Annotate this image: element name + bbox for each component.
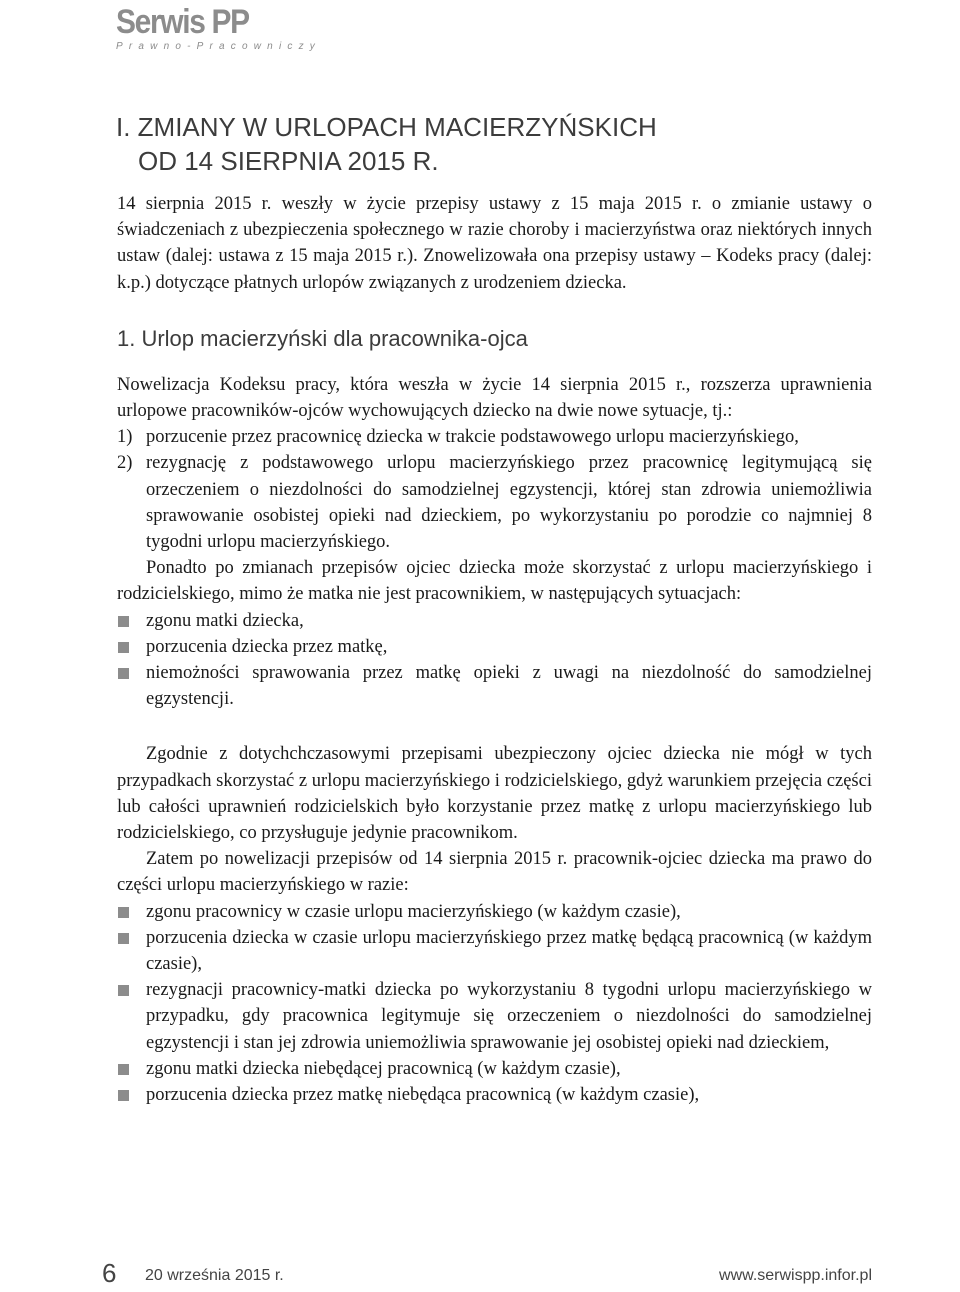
paragraph-4: Zatem po nowelizacji przepisów od 14 sierpnia 2015 r. pracownik-ojciec dziecka ma prawo do części urlopu macierzyńskiego w razie:	[117, 849, 872, 896]
intro-paragraph: 14 sierpnia 2015 r. weszły w życie przepisy ustawy z 15 maja 2015 r. o zmianie ustawy o świadczeniach z ubezpieczenia społecznego w razie choroby i macierzyństwa oraz niektórych innych ustaw (dalej: ustawa z 15 maja 2015 r.). Znowelizowała ona przepisy ustawy – Kodeks pracy (dalej: k.p.) dotyczące płatnych urlopów związanych z urodzeniem dziecka.	[117, 194, 872, 293]
bullet-text: zgonu matki dziecka,	[146, 610, 304, 631]
article-body	[117, 191, 872, 1108]
bullet-item	[117, 925, 872, 977]
bullet-item	[117, 977, 872, 1056]
bullet-item	[117, 899, 872, 925]
bullet-item	[117, 1056, 872, 1082]
logo-title: Serwis PP	[116, 3, 249, 41]
paragraph-2: Ponadto po zmianach przepisów ojciec dziecka może skorzystać z urlopu macierzyńskiego i rodzicielskiego, mimo że matka nie jest pracownikiem, w następujących sytuacjach:	[117, 558, 872, 605]
numbered-item	[117, 450, 872, 555]
square-bullet-icon	[118, 907, 129, 918]
square-bullet-icon	[118, 642, 129, 653]
paragraph-1: Nowelizacja Kodeksu pracy, która weszła w życie 14 sierpnia 2015 r., rozszerza uprawnienia urlopowe pracowników-ojców wychowujących dziecko na dwie nowe sytuacje, tj.:	[117, 374, 872, 422]
bullet-text: zgonu pracownicy w czasie urlopu macierzyńskiego (w każdym czasie),	[146, 901, 681, 922]
item-number: 1)	[117, 427, 133, 448]
square-bullet-icon	[118, 668, 129, 679]
section-title	[116, 110, 657, 178]
square-bullet-icon	[118, 1064, 129, 1075]
bullet-item	[117, 634, 872, 660]
issue-date: 20 września 2015 r.	[145, 1267, 284, 1284]
page-number: 6	[102, 1258, 117, 1288]
item-number: 2)	[117, 453, 133, 474]
bullet-text: zgonu matki dziecka niebędącej pracownicą (w każdym czasie),	[146, 1058, 621, 1079]
website-url: www.serwispp.infor.pl	[719, 1267, 872, 1284]
bullet-item	[117, 1082, 872, 1108]
bullet-item	[117, 608, 872, 634]
section-title-line2: OD 14 SIERPNIA 2015 R.	[138, 146, 439, 176]
bullet-item	[117, 660, 872, 712]
bullet-text: porzucenia dziecka w czasie urlopu macierzyńskiego przez matkę będącą pracownicą (w każdym czasie),	[146, 927, 872, 975]
paragraph-3: Zgodnie z dotychchczasowymi przepisami ubezpieczony ojciec dziecka nie mógł w tych przypadkach skorzystać z urlopu macierzyńskiego i rodzicielskiego, gdyż warunkiem przejęcia części lub całości uprawnień rodzicielskich było korzystanie przez matkę z urlopu macierzyńskiego lub rodzicielskiego, co przysługuje jedynie pracownikom.	[117, 744, 872, 844]
item-text: porzucenie przez pracownicę dziecka w trakcie podstawowego urlopu macierzyńskiego,	[146, 427, 799, 448]
square-bullet-icon	[118, 616, 129, 627]
section-title-line1: I. ZMIANY W URLOPACH MACIERZYŃSKICH	[116, 112, 657, 142]
page-footer	[0, 1258, 960, 1288]
square-bullet-icon	[118, 985, 129, 996]
subsection-title: 1. Urlop macierzyński dla pracownika-ojca	[117, 325, 528, 351]
square-bullet-icon	[118, 933, 129, 944]
logo-subtitle: Prawno-Pracowniczy	[116, 41, 321, 52]
item-text: rezygnację z podstawowego urlopu macierzyńskiego przez pracownicę legitymującą się orzeczeniem o niezdolności do samodzielnej egzystencji, której stan zdrowia uniemożliwia sprawowanie osobistej opieki nad dzieckiem, po wykorzystaniu po porodzie co najmniej 8 tygodni urlopu macierzyńskiego.	[146, 453, 872, 553]
publication-logo	[116, 2, 321, 52]
bullet-text: porzucenia dziecka przez matkę niebędąca pracownicą (w każdym czasie),	[146, 1085, 700, 1106]
bullet-text: niemożności sprawowania przez matkę opieki z uwagi na niezdolność do samodzielnej egzystencji.	[146, 663, 872, 710]
bullet-text: porzucenia dziecka przez matkę,	[146, 636, 388, 657]
bullet-text: rezygnacji pracownicy-matki dziecka po wykorzystaniu 8 tygodni urlopu macierzyńskiego w przypadku, gdy pracownica legitymuje się orzeczeniem o niezdolności do samodzielnej egzystencji i stan jej zdrowia uniemożliwia sprawowanie jej osobistej opieki nad dzieckiem,	[146, 980, 872, 1053]
square-bullet-icon	[118, 1090, 129, 1101]
numbered-item	[117, 424, 872, 450]
